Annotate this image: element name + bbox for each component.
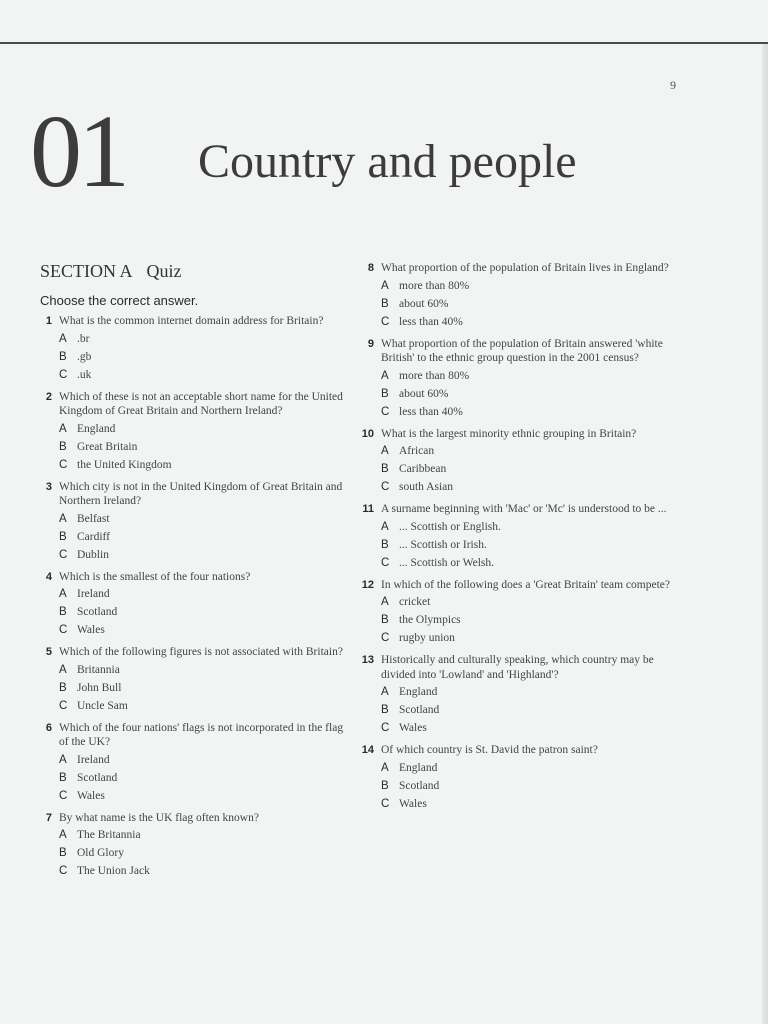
option-letter: A: [381, 761, 389, 774]
answer-option-a: [381, 369, 684, 387]
question-11: [358, 502, 684, 574]
answer-option-c: [381, 797, 684, 815]
option-letter: B: [59, 771, 67, 784]
answer-options: [381, 761, 684, 815]
section-heading: [40, 261, 182, 282]
answer-options: [381, 520, 684, 574]
answer-options: [59, 422, 354, 476]
questions-right-column: [358, 261, 684, 819]
question-5: [36, 645, 354, 717]
option-text: Scotland: [77, 606, 118, 618]
option-letter: A: [59, 663, 67, 676]
question-number: 2: [45, 390, 52, 403]
answer-option-b: [59, 530, 354, 548]
answer-option-b: [59, 350, 354, 368]
answer-options: [381, 595, 684, 649]
option-text: about 60%: [399, 387, 449, 400]
question-text: By what name is the UK flag often known?: [59, 811, 259, 824]
question-text: Which of the following figures is not associated with Britain?: [59, 646, 343, 658]
instructions: Choose the correct answer.: [40, 293, 199, 308]
question-text: What proportion of the population of Britain answered 'white British' to the ethnic group question in the 2001 census?: [381, 337, 663, 364]
answer-option-a: [59, 753, 354, 771]
option-text: Caribbean: [399, 463, 447, 475]
answer-option-b: [381, 462, 684, 480]
option-letter: C: [59, 624, 68, 636]
option-text: less than 40%: [399, 405, 463, 418]
option-text: ... Scottish or English.: [399, 520, 501, 533]
option-text: Scotland: [399, 779, 440, 792]
option-text: the United Kingdom: [77, 458, 172, 471]
option-text: ... Scottish or Welsh.: [399, 556, 495, 569]
option-letter: A: [59, 588, 67, 600]
section-label: SECTION A: [40, 261, 133, 281]
option-text: England: [399, 761, 438, 774]
answer-options: [59, 828, 354, 882]
option-text: Uncle Sam: [77, 699, 128, 712]
option-letter: C: [381, 556, 390, 569]
option-text: The Britannia: [77, 829, 141, 841]
answer-options: [59, 512, 354, 566]
option-letter: C: [381, 722, 390, 734]
answer-option-a: [381, 685, 684, 703]
option-text: The Union Jack: [77, 865, 150, 877]
option-text: Britannia: [77, 663, 120, 676]
question-13: [358, 653, 684, 739]
answer-option-a: [59, 663, 354, 681]
option-letter: B: [381, 387, 389, 400]
answer-option-c: [59, 548, 354, 566]
answer-option-b: [59, 440, 354, 458]
answer-options: [381, 369, 684, 423]
answer-option-b: [381, 613, 684, 631]
question-4: [36, 570, 354, 642]
option-letter: C: [59, 368, 68, 381]
answer-option-c: [59, 458, 354, 476]
question-6: [36, 721, 354, 807]
answer-option-a: [381, 279, 684, 297]
option-text: Cardiff: [77, 530, 111, 543]
answer-option-c: [381, 721, 684, 739]
answer-option-b: [381, 703, 684, 721]
option-letter: C: [59, 458, 68, 471]
option-text: African: [399, 445, 435, 457]
option-text: Wales: [77, 789, 105, 802]
option-letter: C: [381, 405, 390, 418]
question-number: 9: [367, 337, 374, 350]
answer-option-a: [59, 422, 354, 440]
option-text: Old Glory: [77, 847, 124, 859]
option-letter: C: [381, 632, 390, 644]
question-number: 10: [361, 427, 374, 440]
answer-option-a: [381, 595, 684, 613]
option-text: Ireland: [77, 753, 110, 766]
answer-option-b: [381, 538, 684, 556]
question-text: In which of the following does a 'Great Britain' team compete?: [381, 578, 670, 591]
option-text: ... Scottish or Irish.: [399, 538, 487, 551]
section-title: Quiz: [146, 261, 182, 281]
option-text: rugby union: [399, 632, 455, 644]
question-14: [358, 743, 684, 815]
answer-options: [381, 444, 684, 498]
option-letter: C: [59, 789, 68, 802]
chapter-title: Country and people: [198, 135, 577, 188]
question-1: [36, 314, 354, 386]
option-text: less than 40%: [399, 315, 463, 328]
question-9: [358, 337, 684, 423]
option-text: England: [77, 422, 116, 435]
answer-option-c: [59, 368, 354, 386]
question-12: [358, 578, 684, 650]
answer-option-c: [381, 631, 684, 649]
option-letter: C: [381, 315, 390, 328]
question-8: [358, 261, 684, 333]
answer-option-c: [381, 480, 684, 498]
answer-option-c: [381, 556, 684, 574]
option-letter: A: [59, 332, 67, 345]
option-text: Wales: [77, 624, 105, 636]
option-letter: A: [59, 422, 67, 435]
question-text: A surname beginning with 'Mac' or 'Mc' is understood to be ...: [381, 503, 667, 515]
answer-options: [381, 279, 684, 333]
option-text: .uk: [77, 368, 92, 381]
option-letter: B: [381, 538, 389, 551]
option-letter: A: [59, 512, 67, 525]
answer-options: [59, 663, 354, 717]
answer-option-a: [59, 828, 354, 846]
option-letter: A: [381, 279, 389, 292]
question-number: 8: [367, 262, 374, 274]
question-7: [36, 811, 354, 883]
option-letter: A: [381, 520, 389, 533]
question-text: Which of these is not an acceptable short name for the United Kingdom of Great Britain and Northern Ireland?: [59, 390, 343, 417]
option-letter: B: [59, 350, 67, 363]
option-letter: B: [59, 681, 67, 694]
page-edge-shadow: [762, 44, 768, 1024]
option-text: Wales: [399, 722, 427, 734]
option-text: .br: [77, 332, 90, 345]
question-number: 6: [45, 721, 52, 734]
question-2: [36, 390, 354, 476]
question-number: 3: [45, 480, 52, 493]
question-number: 5: [45, 646, 52, 658]
chapter-number: 01: [30, 94, 126, 209]
answer-option-c: [59, 864, 354, 882]
answer-option-b: [381, 387, 684, 405]
answer-options: [59, 332, 354, 386]
option-text: south Asian: [399, 481, 453, 493]
option-letter: C: [59, 699, 68, 712]
option-text: Dublin: [77, 548, 109, 561]
question-number: 12: [361, 578, 374, 591]
option-letter: C: [59, 865, 68, 877]
option-text: Ireland: [77, 588, 110, 600]
question-10: [358, 427, 684, 499]
page-top-rule: [0, 42, 768, 44]
question-number: 11: [362, 503, 374, 515]
option-text: Scotland: [77, 771, 118, 784]
page-number: 9: [670, 78, 676, 92]
answer-options: [59, 587, 354, 641]
option-letter: B: [381, 614, 389, 626]
option-text: the Olympics: [399, 614, 461, 626]
answer-option-a: [59, 512, 354, 530]
answer-option-b: [59, 681, 354, 699]
option-text: England: [399, 686, 438, 698]
option-letter: C: [59, 548, 68, 561]
answer-option-b: [381, 779, 684, 797]
answer-option-b: [59, 846, 354, 864]
option-letter: B: [59, 440, 67, 453]
answer-option-a: [381, 761, 684, 779]
answer-option-a: [59, 332, 354, 350]
option-letter: C: [381, 797, 390, 810]
questions-left-column: [36, 314, 354, 886]
answer-option-c: [381, 405, 684, 423]
answer-option-a: [59, 587, 354, 605]
answer-option-c: [59, 623, 354, 641]
option-letter: A: [381, 596, 389, 608]
option-letter: A: [381, 686, 389, 698]
answer-option-a: [381, 520, 684, 538]
option-letter: B: [381, 704, 389, 716]
answer-options: [381, 685, 684, 739]
question-text: Of which country is St. David the patron saint?: [381, 744, 598, 756]
option-text: Belfast: [77, 512, 110, 525]
question-number: 4: [45, 570, 52, 583]
option-text: about 60%: [399, 297, 449, 310]
option-text: more than 80%: [399, 369, 470, 382]
question-text: What is the common internet domain address for Britain?: [59, 315, 324, 327]
option-letter: B: [59, 847, 67, 859]
answer-option-c: [59, 789, 354, 807]
option-letter: A: [381, 369, 389, 382]
question-number: 1: [45, 315, 52, 327]
option-text: cricket: [399, 596, 431, 608]
question-number: 7: [45, 811, 52, 824]
option-letter: C: [381, 481, 390, 493]
question-text: What is the largest minority ethnic grouping in Britain?: [381, 427, 637, 440]
option-letter: A: [59, 753, 67, 766]
question-number: 14: [361, 744, 374, 756]
option-text: more than 80%: [399, 279, 470, 292]
option-letter: B: [381, 463, 389, 475]
answer-option-b: [59, 605, 354, 623]
answer-option-b: [59, 771, 354, 789]
answer-option-a: [381, 444, 684, 462]
answer-option-b: [381, 297, 684, 315]
option-letter: B: [381, 297, 389, 310]
option-letter: A: [381, 445, 389, 457]
question-text: Historically and culturally speaking, which country may be divided into 'Lowland' and 'Highland'?: [381, 654, 654, 681]
option-letter: B: [59, 606, 67, 618]
option-text: Great Britain: [77, 440, 138, 453]
question-3: [36, 480, 354, 566]
answer-option-c: [381, 315, 684, 333]
answer-options: [59, 753, 354, 807]
question-text: Which of the four nations' flags is not incorporated in the flag of the UK?: [59, 721, 344, 748]
option-letter: B: [59, 530, 67, 543]
option-text: John Bull: [77, 681, 122, 694]
option-letter: A: [59, 829, 67, 841]
question-number: 13: [361, 654, 374, 666]
answer-option-c: [59, 699, 354, 717]
option-text: Scotland: [399, 704, 440, 716]
question-text: What proportion of the population of Britain lives in England?: [381, 262, 669, 274]
option-text: Wales: [399, 797, 427, 810]
option-text: .gb: [77, 350, 92, 363]
question-text: Which city is not in the United Kingdom of Great Britain and Northern Ireland?: [59, 480, 343, 507]
option-letter: B: [381, 779, 389, 792]
question-text: Which is the smallest of the four nations?: [59, 570, 251, 583]
